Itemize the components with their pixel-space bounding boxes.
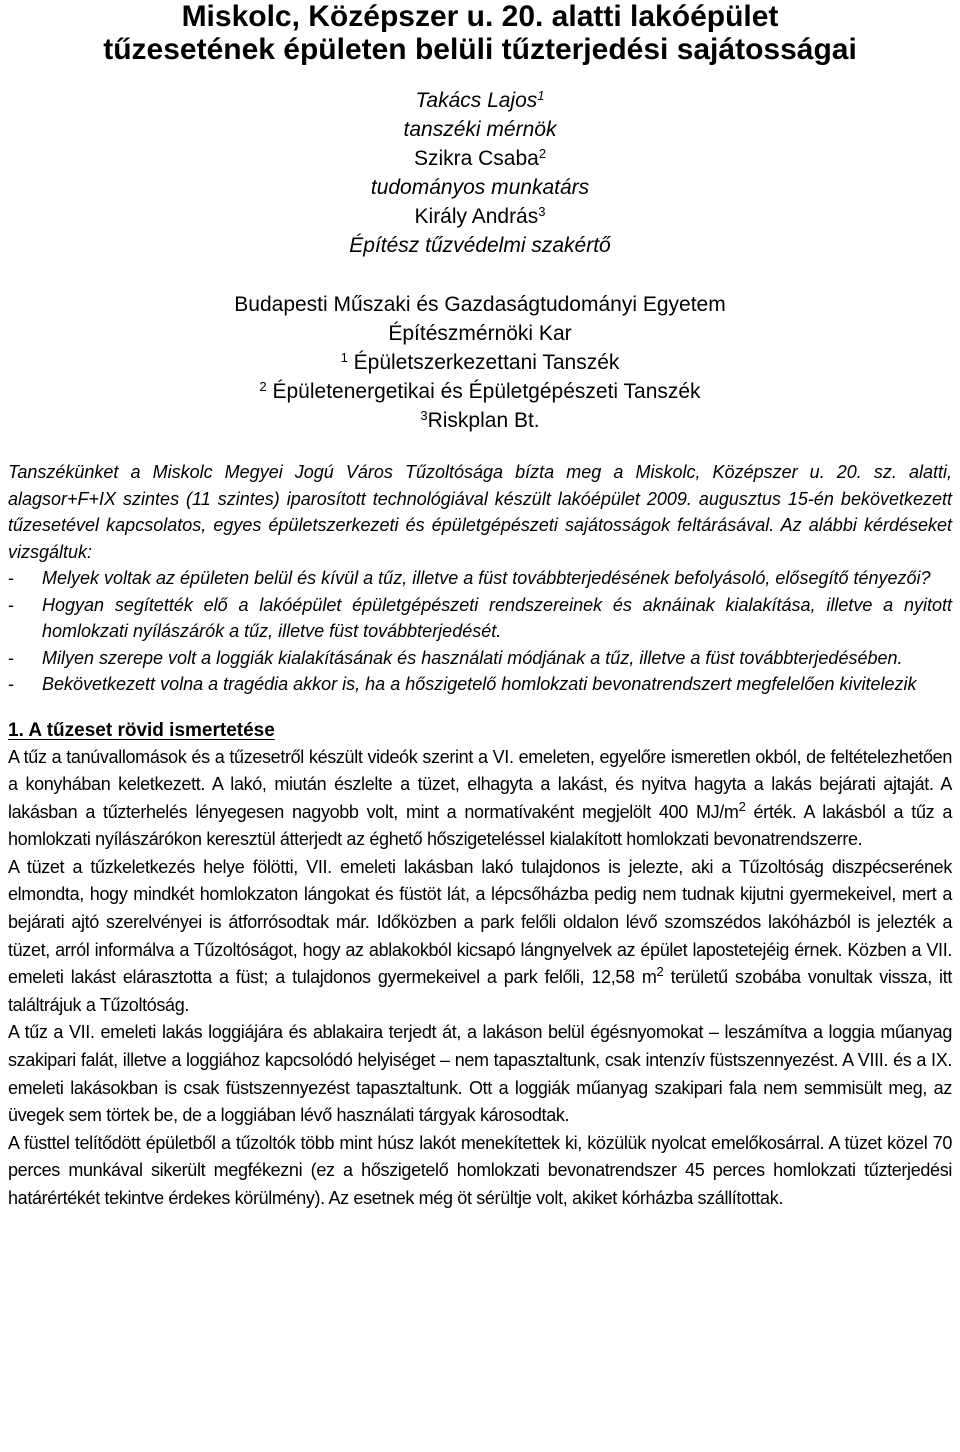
paragraph: A tűz a tanúvallomások és a tűzesetről készült videók szerint a VI. emeleten, egyelőre ismeretlen okból, de feltételezhetően a konyhában keletkezett. A lakó, miután észlelte a tüzet, elhagyta a lakást, és nyitva hagyta a lakás bejárati ajtaját. A lakásban a tűzterhelés lényegesen nagyobb volt, mint a normatívaként megjelölt 400 $MJ/m^2$ érték. A lakásból a tűz a homlokzati nyílászárókon keresztül átterjedt az éghető hőszigeteléssel kialakított homlokzati bevonatrendszerre.	[8, 746, 952, 850]
section-heading: 1. A tűzeset rövid ismertetése	[8, 719, 275, 741]
intro-section	[8, 459, 952, 698]
document-title	[0, 0, 960, 66]
title-line-2: tűzesetének épületen belüli tűzterjedési sajátosságai	[103, 33, 857, 66]
company-name: $^3$Riskplan Bt.	[420, 408, 540, 432]
author-role: tudományos munkatárs	[370, 176, 590, 199]
author-role: tanszéki mérnök	[403, 118, 557, 141]
department-2: $^2$ Épületenergetikai és Épületgépészeti Tanszék	[259, 379, 701, 403]
author-name: Szikra Csaba$^2$	[413, 146, 547, 170]
list-item: - Hogyan segítették elő a lakóépület épületgépészeti rendszereinek és aknáinak kialakítása, illetve a nyitott homlokzati nyílászárók a tűz, illetve füst továbbterjedését.	[8, 594, 952, 641]
paragraph: A füsttel telítődött épületből a tűzoltók több mint húsz lakót menekítettek ki, közülük nyolcat emelőkosárral. A tüzet közel 70 perces munkával sikerült megfékezni (ez a hőszigetelő homlokzati bevonatrendszer 45 perces homlokzati tűzterjedési határértékét tekintve érdekes körülmény). Az esetnek még öt sérültje volt, akiket kórházba szállítottak.	[8, 1132, 952, 1208]
question-list	[8, 565, 952, 698]
author-role: Építész tűzvédelmi szakértő	[349, 234, 611, 257]
intro-paragraph: Tanszékünket a Miskolc Megyei Jogú Város Tűzoltósága bízta meg a Miskolc, Középszer u. 20. sz. alatti, alagsor+F+IX szintes (11 szintes) iparosított technológiával készült lakóépület 2009. augusztus 15-én bekövetkezett tűzesetével kapcsolatos, egyes épületszerkezeti és épületgépészeti sajátosságok feltárásával. Az alábbi kérdéseket vizsgáltuk:	[8, 462, 952, 562]
section-1	[8, 720, 952, 1213]
list-item: - Bekövetkezett volna a tragédia akkor is, ha a hőszigetelő homlokzati bevonatrendszert megfelelően kivitelezik	[8, 674, 917, 694]
author-block	[0, 86, 960, 260]
title-line-1: Miskolc, Középszer u. 20. alatti lakóépület	[181, 0, 779, 33]
affiliation-block	[0, 290, 960, 435]
list-item: - Milyen szerepe volt a loggiák kialakításának és használati módjának a tűz, illetve a füst továbbterjedésében.	[8, 647, 903, 668]
author-name: Takács Lajos$^1$	[415, 88, 545, 112]
faculty-name: Építészmérnöki Kar	[388, 322, 572, 345]
department-1: $^1$ Épületszerkezettani Tanszék	[340, 350, 620, 374]
list-item: - Melyek voltak az épületen belül és kívül a tűz, illetve a füst továbbterjedésének befolyásoló, elősegítő tényezői?	[8, 568, 931, 588]
university-name: Budapesti Műszaki és Gazdaságtudományi Egyetem	[234, 293, 726, 316]
paragraph: A tüzet a tűzkeletkezés helye fölötti, VII. emeleti lakásban lakó tulajdonos is jelezte, aki a Tűzoltóság diszpécserének elmondta, hogy mindkét homlokzaton lángokat és füstöt lát, a lépcsőházba pedig nem tudnak kijutni gyermekeivel, mert a bejárati ajtó szerelvényei is átforrósodtak már. Időközben a park felőli oldalon lévő szomszédos lakóházból is jelezték a tüzet, arról informálva a Tűzoltóságot, hogy az ablakokból kicsapó lángnyelvek az épület lapostetejéig érnek. Közben a VII. emeleti lakást elárasztotta a füst; a tulajdonos gyermekeivel a park felőli, 12,58 $m^2$ területű szobába vonultak vissza, itt találtrájuk a Tűzoltóság.	[8, 856, 952, 1015]
paragraph: A tűz a VII. emeleti lakás loggiájára és ablakaira terjedt át, a lakáson belül égésnyomokat – leszámítva a loggia műanyag szakipari falát, illetve a loggiához kapcsolódó helyiséget – nem tapasztaltunk, csak intenzív füstszennyezést. A VIII. és a IX. emeleti lakásokban is csak füstszennyezést tapasztaltunk. Ott a loggiák műanyag szakipari fala nem semmisült meg, az üvegek sem törtek be, de a loggiában lévő használati tárgyak károsodtak.	[8, 1022, 952, 1126]
author-name: Király András$^3$	[414, 204, 546, 228]
